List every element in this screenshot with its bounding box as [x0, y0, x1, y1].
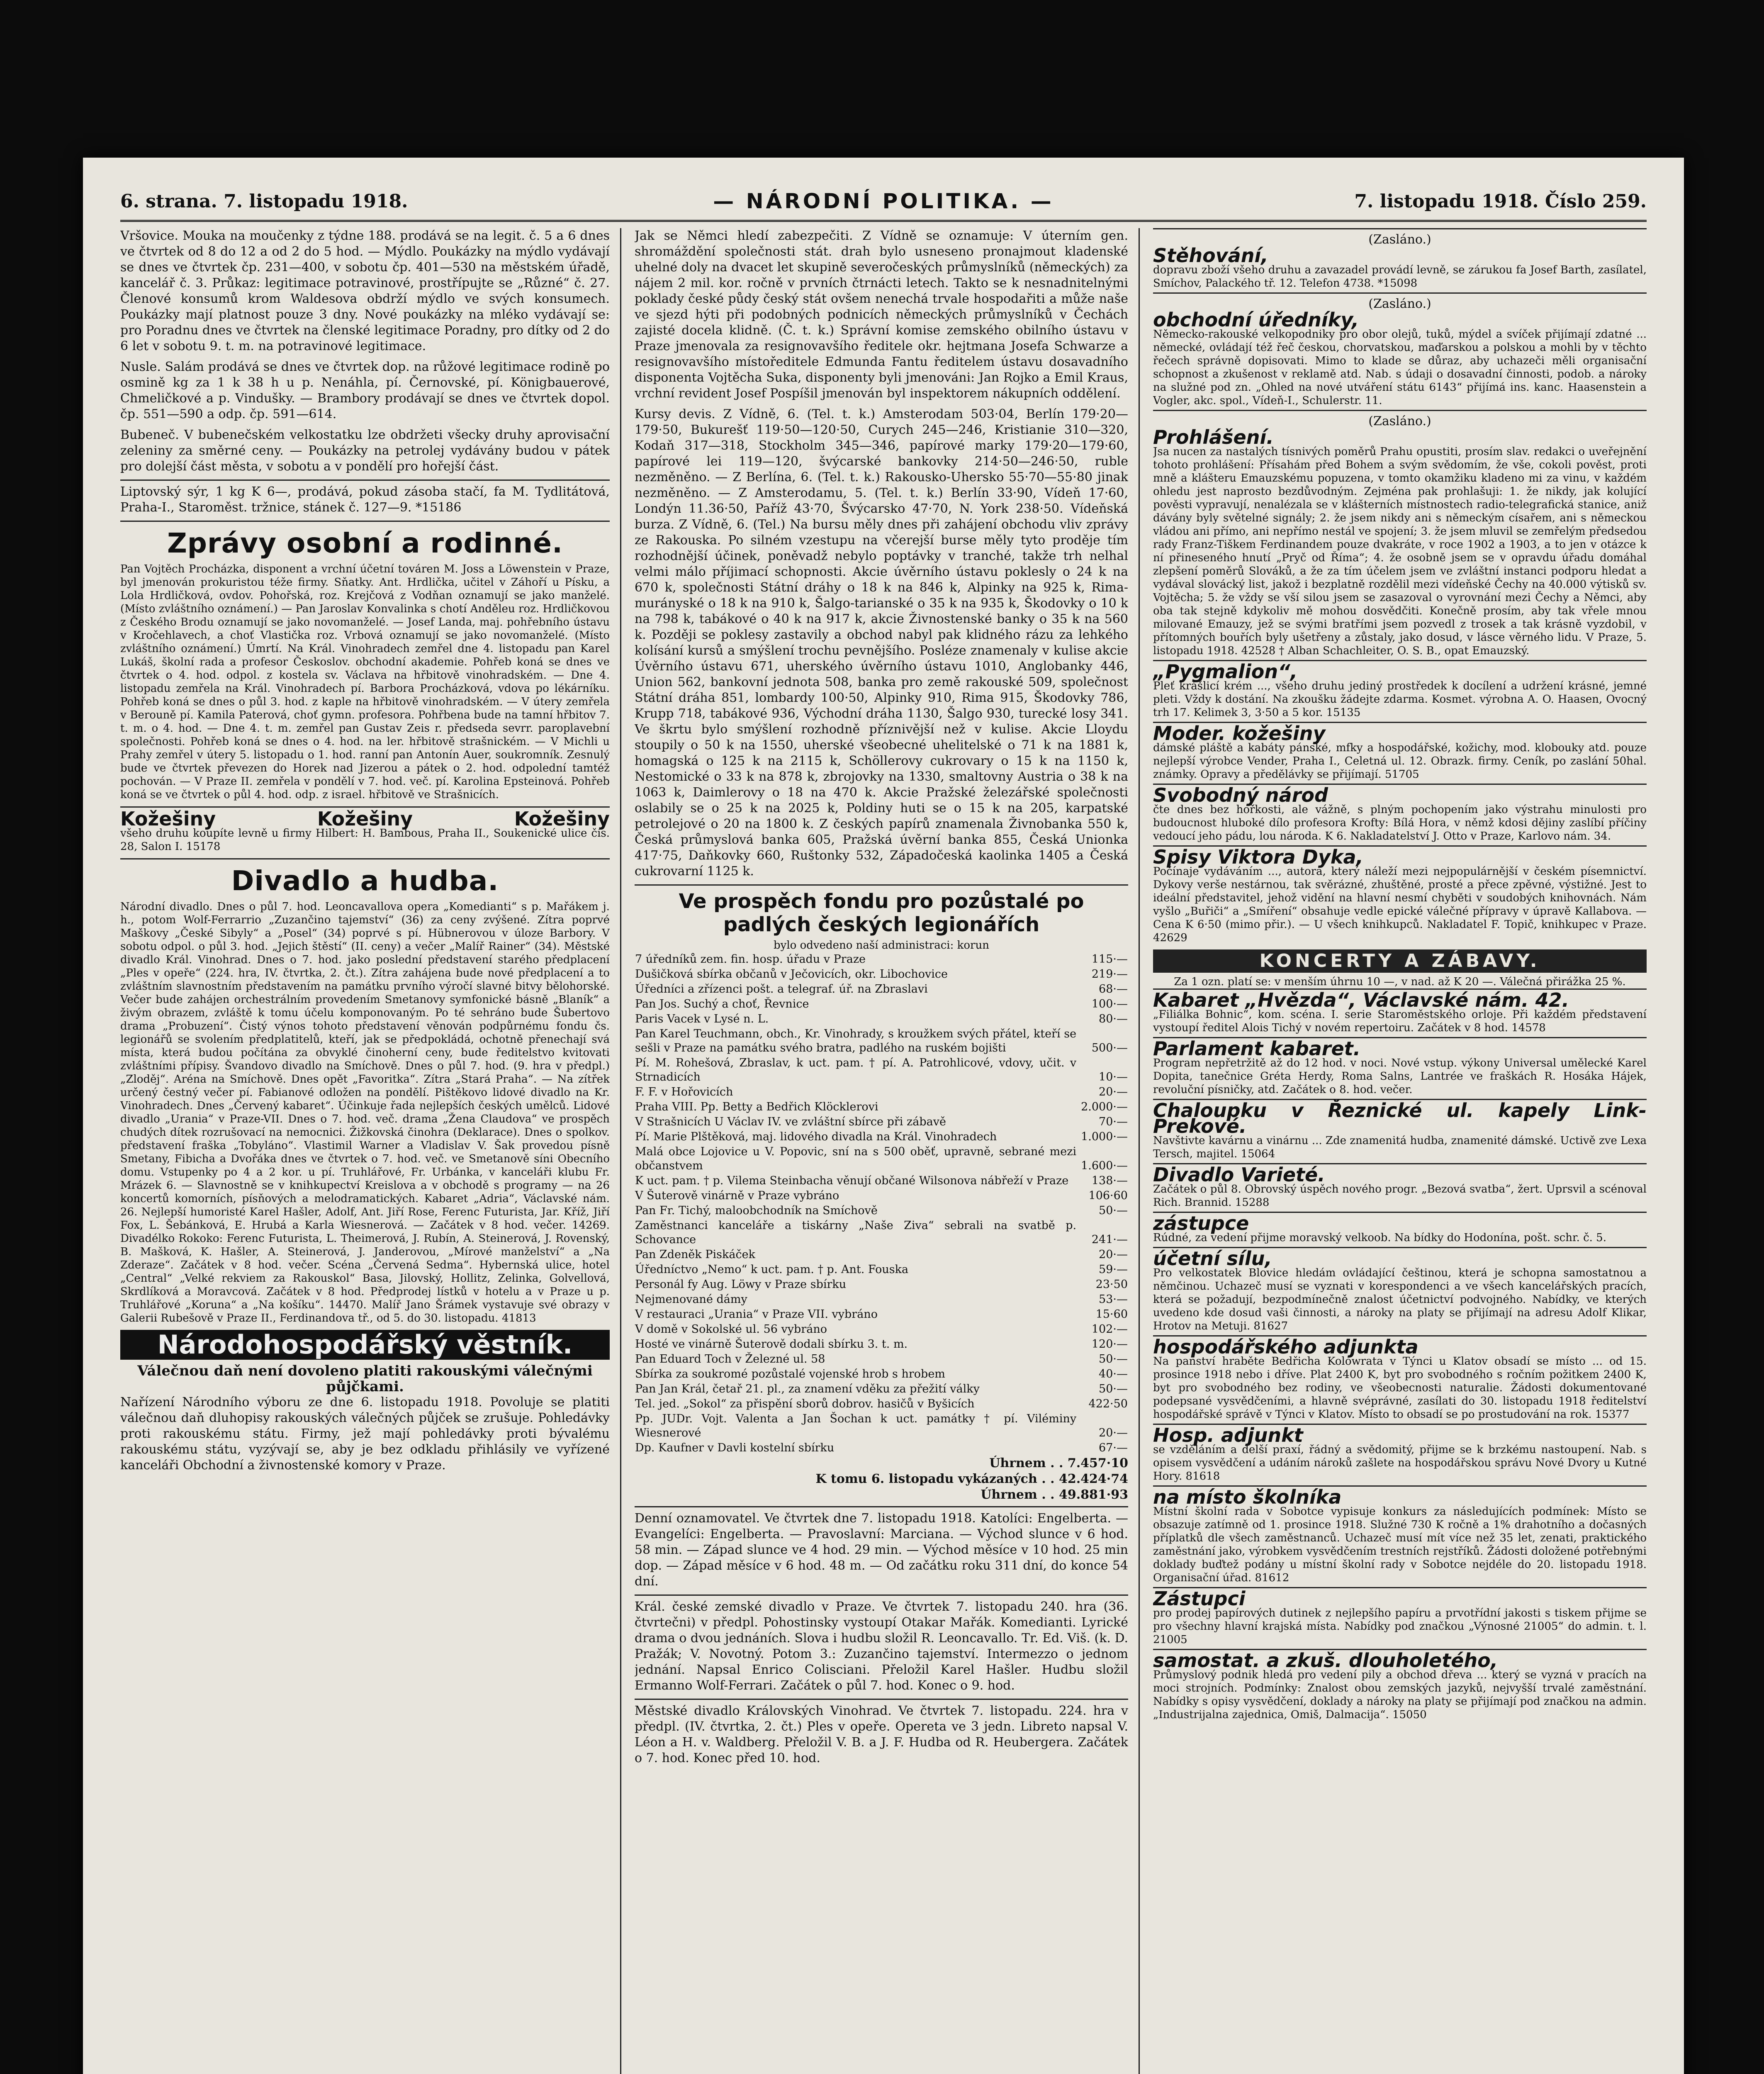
fund-row: [635, 1056, 1128, 1085]
fund-donor: Hosté ve vinárně Šuterově dodali sbírku 3. t. m.: [635, 1338, 908, 1351]
fund-row: [635, 1115, 1128, 1130]
fund-donor: Pí. M. Rohešová, Zbraslav, k uct. pam. † pí. A. Patrohlicové, vdovy, učit. v Strnadicích: [635, 1056, 1077, 1083]
fund-row: [635, 1322, 1128, 1337]
fund-donor: V restauraci „Urania“ v Praze VII. vybráno: [635, 1308, 878, 1321]
advert: [1153, 1335, 1647, 1424]
advert: [1153, 1587, 1647, 1649]
fund-donor: Dušičková sbírka občanů v Ječovicích, okr. Libochovice: [635, 968, 948, 981]
advert-headline: Svobodný národ: [1153, 784, 1328, 806]
newspaper-page: [83, 158, 1684, 2074]
fund-amount: 23·50: [1095, 1278, 1128, 1291]
fund-donor: V domě v Sokolské ul. 56 vybráno: [635, 1323, 827, 1336]
advert-headline: Parlament kabaret.: [1153, 1037, 1361, 1060]
fund-donor: Pan Jan Král, četař 21. pl., za znamení vděku za přežití války: [635, 1383, 980, 1395]
fund-donor: V Šuterově vinárně v Praze vybráno: [635, 1189, 839, 1202]
advert-headline: Zástupci: [1153, 1587, 1246, 1610]
advert-headline: Divadlo Varieté.: [1153, 1164, 1325, 1186]
fund-donor: F. F. v Hořovicích: [635, 1086, 733, 1098]
fund-donor: Zaměstnanci kanceláře a tiskárny „Naše Ziva“ sebrali na svatbě p. Schovance: [635, 1219, 1077, 1246]
fund-donor: Personál fy Aug. Löwy v Praze sbírku: [635, 1278, 847, 1291]
ad-kozesiny-word: Kožešiny: [514, 808, 610, 830]
divider: [635, 1699, 1128, 1700]
fund-amount: 100·—: [1091, 998, 1128, 1010]
fund-row: [635, 1412, 1128, 1441]
advert: [1153, 1649, 1647, 1724]
economy-subtitle: Válečnou daň není dovoleno platiti rakouskými válečnými půjčkami.: [137, 1363, 593, 1395]
advert-kicker: (Zasláno.): [1368, 297, 1431, 311]
advert-kicker: (Zasláno.): [1368, 232, 1431, 247]
advert-text: čte dnes bez hořkosti, ale vážně, s plným pochopením jako výstrahu minulosti pro budoucnost hluboké dílo profesora Krofty: Bílá Hora, v němž kdosi dějiny zaslíbí příčiny vedoucí jeho pádu, lou národa. K 6. Nakladatelství J. Otto v Praze, Karlovo nám. 34.: [1153, 803, 1647, 842]
ad-kozesiny-word: Kožešiny: [317, 808, 413, 830]
divider: [120, 521, 610, 522]
column-rule: [1139, 228, 1140, 2074]
advert-headline: samostat. a zkuš. dlouholetého,: [1153, 1649, 1498, 1672]
advert-headline: obchodní úředníky,: [1153, 309, 1359, 331]
fund-row: [635, 1367, 1128, 1382]
fund-row: [635, 1027, 1128, 1056]
fund-amount: 120·—: [1091, 1338, 1128, 1351]
advert-text: Začátek o půl 8. Obrovský úspěch nového progr. „Bezová svatba“, žert. Uprsvil a scénoval Rich. Brannid. 15288: [1153, 1183, 1647, 1209]
fund-donor: Dp. Kaufner v Davli kostelní sbírku: [635, 1441, 835, 1454]
fund-amount: 241·—: [1091, 1233, 1128, 1246]
advert: [1153, 1212, 1647, 1247]
article-economy: Nařízení Národního výboru ze dne 6. listopadu 1918. Povoluje se platiti válečnou daň dluhopisy rakouských válečných půjček se zrušuje. Pohledávky proti rakouskému státu. Firmy, jež mají pohledávky proti bývalému rakouskému státu, vyzývají se, aby je bez odkladu přihlásily ve vyřízené kanceláři Obchodní a živnostenské komory v Praze.: [120, 1395, 610, 1473]
fund-donor: Tel. jed. „Sokol“ za přispění sborů dobrov. hasičů v Byšicích: [635, 1397, 975, 1410]
advert-headline: Hosp. adjunkt: [1153, 1424, 1303, 1446]
fund-row: [635, 1352, 1128, 1367]
advert: [1153, 845, 1647, 947]
fund-donor: Paris Vacek v Lysé n. L.: [635, 1013, 769, 1025]
fund-amount: 53·—: [1099, 1293, 1128, 1306]
fund-donor: Pan Eduard Toch v Železné ul. 58: [635, 1353, 825, 1366]
fund-donor: Nejmenované dámy: [635, 1293, 747, 1306]
advert-headline: Stěhování,: [1153, 244, 1268, 267]
fund-amount: 20·—: [1099, 1248, 1128, 1261]
fund-donor: V Strašnicích U Václav IV. ve zvláštní sbírce při zábavě: [635, 1115, 946, 1128]
section-title-theatre: Divadlo a hudba.: [231, 865, 499, 897]
advert: [1153, 722, 1647, 784]
column-1: [120, 228, 610, 2074]
fund-amount: 70·—: [1099, 1115, 1128, 1128]
fund-amount: 20·—: [1099, 1086, 1128, 1098]
fund-amount: 1.600·—: [1081, 1159, 1128, 1172]
advert-text: pro prodej papírových dutinek z nejlepšího papíru a prvotřídní jakosti s tiskem přijme se pro všechny hlavní krajská místa. Nabídky pod značkou „Výnosné 21005“ do admin. t. l. 21005: [1153, 1607, 1647, 1646]
fund-donor: Úředníci a zřízenci pošt. a telegraf. úř. na Zbraslavi: [635, 983, 928, 996]
page-header: [120, 187, 1647, 222]
fund-title: Ve prospěch fondu pro pozůstalé po padlých českých legionářích: [679, 890, 1084, 936]
advert: [1153, 660, 1647, 722]
fund-amount: 50·—: [1099, 1204, 1128, 1217]
fund-table: [635, 952, 1128, 1456]
article-daily-notice: Denní oznamovatel. Ve čtvrtek dne 7. listopadu 1918. Katolíci: Engelberta. — Evangelíci: Engelberta. — Pravoslavní: Marciana. — Východ slunce v 6 hod. 58 min. — Západ slunce ve 4 hod. 29 min. — Východ měsíce v 10 hod. 25 min dop. — Západ měsíce v 6 hod. 48 m. — Od začátku roku 311 dní, do konce 54 dní.: [635, 1511, 1128, 1589]
advert: [1153, 292, 1647, 410]
divider: [120, 858, 610, 859]
job-ad-list: [1153, 1212, 1647, 1724]
fund-amount: 500·—: [1091, 1042, 1128, 1054]
divider: [635, 1594, 1128, 1596]
advert-text: Jsa nucen za nastalých tísnivých poměrů Prahu opustiti, prosím slav. redakci o uveřejnění tohoto prohlášení: Přísahám před Bohem a svým svědomím, že vše, cokoli pověst, proti mně a klášteru Emauzskému popuzena, v tomto okamžiku kladeno mi za vinu, v každém ohledu jest naprosto bezdůvodným. Zejména pak prohlašuji: 1. že nikdy, jak kolující pověsti vypravují, nenalézala se v klášterních místnostech radio-telegrafická stanice, aniž dávány byly světelné signály; 2. že jsem nikdy ani s německým císařem, ani s německou vládou ani přímo, ani nepřímo nestál ve spojení; 3. že jsem mluvil se zemřelým předsedou rady Franz-Tiškem Ferdinandem pouze dvakráte, v roce 1902 a 1903, a to jen v otázce k ní přineseného hnutí „Pryč od Říma“; 4. že osobně jsem se v opravdu úřadu domáhal zlepšení poměrů Slováků, a že za tím účelem jsem ve zvláštní instanci podporu hledat a vydával slovácký list, jakož i bezplatně rozdělil mezi vídeňské Čechy na 40.000 výtisků sv. Vojtěcha; 5. že vždy se vší silou jsem se zasazoval o vyrovnání mezi Čechy a Němci, aby oba tak stejně kdykoliv mě mohou dosvědčiti. Konečně prosím, aby tak vřele mnou milované Emauzy, jež se svými bratřími jsem pozvedl z trosek a tak krásně vyzdobil, v přítomných bouřích byly ušetřeny a zůstaly, jako dosud, v lásce věrného lidu. V Praze, 5. listopadu 1918. 42528 † Alban Schachleiter, O. S. B., opat Emauzský.: [1153, 445, 1647, 657]
header-date-left: 6. strana. 7. listopadu 1918.: [120, 191, 408, 212]
fund-donor: Malá obce Lojovice u V. Popovic, sní na s 500 oběť, upravně, sebrané mezi občanstvem: [635, 1145, 1077, 1172]
section-title-concerts: KONCERTY A ZÁBAVY.: [1153, 949, 1647, 973]
fund-amount: 422·50: [1088, 1397, 1128, 1410]
fund-amount: 15·60: [1095, 1308, 1128, 1321]
advert: [1153, 1163, 1647, 1212]
article-vinohrady-theatre: Městské divadlo Královských Vinohrad. Ve čtvrtek 7. listopadu. 224. hra v předpl. (IV. čtvrtka, 2. čt.) Ples v opeře. Opereta ve 3 jedn. Libreto napsal V. Léon a H. v. Waldberg. Přeložil V. B. a J. F. Hudba od R. Heubergera. Začátek o 7. hod. Konec před 10. hod.: [635, 1704, 1128, 1765]
article-bubenec: Bubeneč. V bubenečském velkostatku lze obdržeti všecky druhy aprovisační zeleniny za směrné ceny. — Poukázky na petrolej vydávány budou v pátek pro dolejší část města, v sobotu a v pondělí pro hořejší část.: [120, 428, 610, 474]
advert-headline: Chaloupku v Řeznické ul. kapely Link-Prekové.: [1153, 1099, 1647, 1137]
advert: [1153, 1485, 1647, 1587]
fund-row: [635, 967, 1128, 982]
fund-donor: Pan Zdeněk Piskáček: [635, 1248, 755, 1261]
fund-donor: Úředníctvo „Nemo“ k uct. pam. † p. Ant. Fouska: [635, 1263, 909, 1276]
fund-row: [635, 1307, 1128, 1322]
section-title-personal: Zprávy osobní a rodinné.: [167, 527, 563, 559]
fund-row: [635, 1262, 1128, 1277]
advert-text: se vzděláním a delší praxí, řádný a svědomitý, přijme se k brzkému nastoupení. Nab. s opisem vysvědčení a udáním nároků zašlete na hospodářskou správu Nové Dvory u Kutné Hory. 81618: [1153, 1444, 1647, 1482]
fund-donor: 7 úředníků zem. fin. hosp. úřadu v Praze: [635, 953, 866, 966]
ad-kozesiny-word: Kožešiny: [120, 808, 216, 830]
header-date-right: 7. listopadu 1918. Číslo 259.: [1354, 191, 1647, 212]
advert: [1153, 410, 1647, 660]
fund-amount: 68·—: [1099, 983, 1128, 996]
fund-amount: 219·—: [1091, 968, 1128, 981]
concerts-note: Za 1 ozn. platí se: v menším úhrnu 10 —, v nad. až K 20 —. Válečná přirážka 25 %.: [1174, 976, 1626, 988]
fund-row: [635, 1203, 1128, 1218]
advert-text: Pro velkostatek Blovice hledám ovládající češtinou, která je schopna samostatnou a němčinou. Uchazeč musí se vyznati v korespondenci a ve všech kancelářských pracích, která se požadují, bezpodmínečně znalost účetnictví podvojného. Nabídky, ve kterých uvedeno kde dosud vaši činnosti, a nároky na platy se přijímají na adresu Adolf Klikar, Hrotov na Metuji. 81627: [1153, 1267, 1647, 1332]
advert: [1153, 1099, 1647, 1163]
fund-amount: 1.000·—: [1081, 1130, 1128, 1143]
fund-donor: Pan Karel Teuchmann, obch., Kr. Vinohrady, s kroužkem svých přátel, kteří se sešli v Praze na památku svého bratra, padlého na ruském bojišti: [635, 1027, 1077, 1054]
fund-subtitle: bylo odvedeno naší administraci: korun: [774, 939, 989, 952]
column-rule: [620, 228, 621, 2074]
advert-headline: „Pygmalion“,: [1153, 660, 1298, 683]
article-theatre: Národní divadlo. Dnes o půl 7. hod. Leoncavallova opera „Komedianti“ s p. Mařákem j. h., potom Wolf-Ferrarrio „Zuzančino tajemství“ (36) za ceny zvýšené. Zítra poprvé Maškovy „České Sibyly“ a „Posel“ (34) poprvé s pí. Hübnerovou v úloze Barbory. V sobotu odpol. o půl 3. hod. „Jejich štěstí“ (II. ceny) a večer „Malíř Rainer“ (34). Městské divadlo Král. Vinohrad. Dnes o 7. hod. jako poslední představení starého předplacení „Ples v opeře“ (224. hra, IV. čtvrtka, 2. čt.). Zítra zahájena bude nové předplacení a to zvláštním slavnostním představením na památku prvního výročí slavné bitvy bělohorské. Večer bude zahájen orchestrálním provedením Smetanovy symfonické básně „Blaník“ a živým obrazem, zvláště k tomu účelu komponovaným. Po té sehráno bude Šubertovo drama „Probuzení“. Čistý výnos tohoto představení věnován podpůrnému fondu čs. legionářů se svolením předplatitelů, kteří, jak se předpokládá, ochotně přenechají svá místa, která budou počítána za obvyklé činoherní ceny, bude ředitelstvo kvitovati zvláštními přípisy. Švandovo divadlo na Smíchově. Dnes o půl 7. hod. (9. hra v předpl.) „Zloděj“. Aréna na Smíchově. Dnes opět „Favoritka“. Zítra „Stará Praha“. — Na zítřek určený čestný večer pí. Fabianové odložen na pondělí. Pištěkovo lidové divadlo na Kr. Vinohradech. Dnes „Červený kabaret“. Účinkuje řada nejlepších českých umělců. Lidové divadlo „Urania“ v Praze-VII. Dnes o 7. hod. več. drama „Žena Claudova“ ve prospěch chudých dítek rozrušovací na nemocnici. Žižkovská činohra (Deklarace). Dnes o spolkov. představení fraška „Tobyláno“. Vlastimil Warner a Vladislav V. Šak provedou písně Smetany, Fibicha a Dvořáka dnes ve čtvrtek o 7. hod. več. ve Smetanově síni Obecního domu. Vstupenky po 4 a 2 kor. u pí. Truhlářové, Fr. Urbánka, v kanceláři klubu Fr. Mrázek 6. — Slavnostně se v knihkupectví Kreislova a v obchodě s programy — na 26 koncertů komorních, písňových a melodramatických. Kabaret „Adria“, Václavské nám. 26. Nejlepší humoristé Karel Hašler, Adolf, Ant. Jiří Rose, Ferenc Futurista, Jar. Kříž, Jiří Fox, L. Šebánková, E. Hrubá a Karla Wiesnerová. — Začátek v 8 hod. večer. 14269. Divadélko Rokoko: Ferenc Futurista, L. Theimerová, J. Rubín, A. Steinerová, J. Rovenský, B. Mašková, K. Hašler, A. Steinerová, J. Janderovou, „Mírové manželství“ a „Na Zderaze“. Začátek v 8 hod. večer. Scéna „Červená Sedma“. Hybernská ulice, hotel „Central“ „Velké rekviem za Rakouskol“ Basa, Jilovský, Hollitz, Zelinka, Golvellová, Skrdlíková a Moravcová. Začátek v 8 hod. Předprodej lístků v hotelu a v Praze u p. Truhlářové „Koruna“ a „Na košíku“. 14470. Malíř Jano Šrámek vystavuje své obrazy v Galerii Rubešově v Praze II., Ferdinandova tř., od 5. do 30. listopadu. 41813: [120, 901, 610, 1324]
advert-text: Pleť krášlicí krém ..., všeho druhu jediný prostředek k docílení a udržení krásné, jemné pleti. Vždy k dostání. Na zkoušku žádejte zdarma. Kosmet. výrobna A. O. Haasen, Ovocný trh 17. Kelimek 3, 3·50 a 5 kor. 15135: [1153, 680, 1647, 719]
advert-headline: zástupce: [1153, 1212, 1249, 1234]
fund-row: [635, 1218, 1128, 1247]
fund-row: [635, 1173, 1128, 1188]
masthead-title: — NÁRODNÍ POLITIKA. —: [713, 189, 1054, 213]
fund-row: [635, 1441, 1128, 1456]
advert: [1153, 1037, 1647, 1099]
fund-donor: Sbírka za soukromé pozůstalé vojenské hrob s hrobem: [635, 1368, 945, 1380]
advert: [1153, 228, 1647, 292]
advert-text: Místní školní rada v Sobotce vypisuje konkurs za následujících podmínek: Místo se obsazuje zatímně od 1. prosince 1918. Služné 730 K ročně a 1% drahotního a dočasných příplatků dle všech zaměstnanců. Uchazeč musí mít více než 35 let, zenati, praktického zaměstnání jako, výrobkem vysvědčením trestních rejstříků. Žádosti doložené potřebnými doklady buďtež podány u místní školní rady v Sobotce nejdéle do 20. listopadu 1918. Organisační úřad. 81612: [1153, 1505, 1647, 1584]
fund-amount: 10·—: [1099, 1071, 1128, 1083]
article-nusle: Nusle. Salám prodává se dnes ve čtvrtek dop. na růžové legitimace rodině po osmině kg za 1 k 38 h u p. Nenáhla, pí. Černovské, pí. Königbauerové, Chmeličkové a p. Vindušky. — Brambory prodávají se dnes ve čtvrtek dopol. čp. 551—590 a odp. čp. 591—614.: [120, 360, 610, 421]
ad-kozesiny-text: všeho druhu koupíte levně u firmy Hilbert: H. Bambous, Praha II., Soukenické ulice čís. 28, Salon I. 15178: [120, 827, 610, 853]
advert-list: [1153, 228, 1647, 947]
fund-donor: K uct. pam. † p. Vilema Steinbacha věnují občané Wilsonova nábřeží v Praze: [635, 1174, 1069, 1187]
fund-donor: Pp. JUDr. Vojt. Valenta a Jan Šochan k uct. památky † pí. Viléminy Wiesnerové: [635, 1412, 1077, 1439]
fund-row: [635, 1012, 1128, 1027]
advert-text: Na panství hraběte Bedřicha Kolowrata v Týnci u Klatov obsadí se místo ... od 15. prosince 1918 nebo i dříve. Plat 2400 K, byt pro svobodného s ročním požitkem 2400 K, byt pro svobodného bez rodiny, ve všeobecnosti naturalie. Žádosti dokumentované podepsané vysvědčeními, a hlavně svéprávné, zasílati do 30. listopadu 1918 ředitelství hospodářské správě v Týnci v Klatov. Místo to obsadí se po prostudování na rok. 15377: [1153, 1355, 1647, 1421]
advert-headline: hospodářského adjunkta: [1153, 1336, 1418, 1358]
advert-headline: Prohlášení.: [1153, 426, 1274, 448]
fund-amount: 40·—: [1099, 1368, 1128, 1380]
fund-row: [635, 1292, 1128, 1307]
fund-amount: 138·—: [1091, 1174, 1128, 1187]
article-personal-news: Pan Vojtěch Procházka, disponent a vrchní účetní továren M. Joss a Löwenstein v Praze, byl jmenován prokuristou téže firmy. Sňatky. Ant. Hrdlička, učitel v Záhoří u Písku, a Lola Hrdličková, ovdov. Pohořská, roz. Krejčová z Vodňan oznamují se jako manželé. (Místo zvláštního oznámení.) — Pan Jaroslav Konvalinka s chotí Anděleu roz. Hrdličkovou z Českého Brodu oznamují se jako novomanželé. — Josef Landa, maj. pohřebního ústavu v Kročehlavech, a choť Vlastička roz. Vrbová oznamují se jako novomanželé. (Místo zvláštního oznámení.) Úmrtí. Na Král. Vinohradech zemřel dne 4. listopadu pan Karel Lukáš, školní rada a profesor Českoslov. obchodní akademie. Pohřeb koná se dnes ve čtvrtek o 4. hod. odpol. z kostela sv. Václava na hřbitově vinohradském. — Dne 4. listopadu zemřela na Král. Vinohradech pí. Barbora Procházková, vdova po lékárníku. Pohřeb koná se dnes o půl 3. hod. z kaple na hřbitově vinohradském. — V útery zemřela v Berouně pí. Kamila Paterová, choť gymn. profesora. Pohřbena bude na tamní hřbitov 7. t. m. o 4. hod. — Dne 4. t. m. zemřel pan Gustav Zeis r. předseda sevrr. paroplavební společnosti. Pohřeb koná se dnes o 4. hod. na ler. hřbitově strašnickém. — V Michli u Prahy zemřel v útery 5. listopadu o 1. hod. ranní pan Antonín Auer, soukromník. Zesnulý bude ve čtvrtek převezen do Horek nad Jizerou a pátek o 2. hod. odpolední tamtéž pochován. — V Praze II. zemřela v pondělí v 7. hod. več. pí. Karolina Epsteinová. Pohřeb koná se ve čtvrtek o půl 4. hod. odp. z israel. hřbitově ve Strašnicích.: [120, 563, 610, 801]
fund-donor: Pan Jos. Suchý a choť, Řevnice: [635, 998, 809, 1010]
fund-row: [635, 1247, 1128, 1262]
fund-row: [635, 982, 1128, 997]
fund-row: [635, 1337, 1128, 1352]
ad-kozesiny: [120, 808, 610, 830]
advert-text: dopravu zboží všeho druhu a zavazadel provádí levně, se zárukou fa Josef Barth, zasílatel, Smíchov, Palackého tř. 12. Telefon 4738. *15098: [1153, 264, 1647, 290]
advert-text: Počínaje vydáváním ..., autora, který náleží mezi nejpopulárnější v českém písemnictví. Dykovy verše nestárnou, tak svěrázné, zhuštěné, prosté a přece zpěvné, výstižné. Jest to ideální představitel, jehož vidění na hlavní nesmí chyběti v soudobých knihovnách. Nám vyšlo „Buřiči“ a „Smíření“ obsahuje vedle epické válečné přípravy v úpravě Kallabova. — Cena K 6·50 (mimo přir.). — U všech knihkupců. Nakladatel F. Topič, knihkupec v Praze. 42629: [1153, 865, 1647, 944]
fund-amount: 59·—: [1099, 1263, 1128, 1276]
advert-text: Rúdné, za vedení přijme moravský velkoob. Na bídky do Hodonína, pošt. schr. č. 5.: [1153, 1232, 1606, 1244]
fund-amount: 102·—: [1091, 1323, 1128, 1336]
fund-row: [635, 1100, 1128, 1115]
advert-text: Program nepřetržitě až do 12 hod. v noci. Nové vstup. výkony Universal umělecké Karel Dopita, tanečnice Gréta Herdy, Roma Salns, Lantrée ve fraškách R. Hosáka Hájek, revoluční písničky, atd. Začátek o 8. hod. večer.: [1153, 1057, 1647, 1096]
fund-row: [635, 1397, 1128, 1412]
advert-text: Německo-rakouské velkopodniky pro obor olejů, tuků, mýdel a svíček přijímají zdatné ... německé, ovládají též řeč českou, chorvatskou, maďarskou a polskou a mohli by v těchto řečech správně dopisovati. Mimo to klade se důraz, aby uchazeči měli organisační schopnost a zkušenost v reklamě atd. Nab. s údaji o dosavadní činnosti, podob. a nároky na služné pod zn. „Ohled na nové utváření státu 6143“ přijímá ins. kanc. Haasenstein a Vogler, akc. spol., Vídeň-I., Schulerstr. 11.: [1153, 328, 1647, 407]
advert: [1153, 1424, 1647, 1485]
fund-row: [635, 1277, 1128, 1292]
fund-row: [635, 1382, 1128, 1397]
fund-total-1: Úhrnem . . 7.457·10: [989, 1456, 1128, 1470]
advert-headline: Kabaret „Hvězda“, Václavské nám. 42.: [1153, 989, 1569, 1011]
fund-row: [635, 1130, 1128, 1144]
advert-headline: účetní sílu,: [1153, 1247, 1272, 1270]
advert: [1153, 784, 1647, 845]
fund-row: [635, 1144, 1128, 1173]
fund-row: [635, 952, 1128, 967]
advert-text: „Filiálka Bohnic“, kom. scéna. I. serie Staroměstského orloje. Při každém představení vystoupí ředitel Alois Tichý v novém repertoiru. Začátek v 8 hod. 14578: [1153, 1008, 1647, 1034]
fund-row: [635, 997, 1128, 1012]
fund-donor: Praha VIII. Pp. Betty a Bedřich Klöcklerovi: [635, 1100, 878, 1113]
fund-row: [635, 1188, 1128, 1203]
advert: [1153, 1247, 1647, 1335]
fund-donor: Pí. Marie Plštěková, maj. lidového divadla na Král. Vinohradech: [635, 1130, 997, 1143]
section-title-economy: Národohospodářský věstník.: [120, 1330, 610, 1360]
advert: [1153, 988, 1647, 1037]
article-german-coal: Jak se Němci hledí zabezpečiti. Z Vídně se oznamuje: V úterním gen. shromáždění společnosti stát. drah bylo usneseno pronajmout kladenské uhelné doly na dvacet let skupině severočeských průmyslníků (německých) za nájem 2 mil. kor. ročně v prvních čtrnácti letech. Takto se k nesnadnitelnými poklady české půdy český stát ovšem nenechá trvale hospodařiti a může naše ve sjezd hýti při podobných podnicích německých průmyslníků v Čechách zajisté docela klidně. (Č. t. k.) Správní komise zemského obilního ústavu v Praze jmenovala za resignovavšího ředitele okr. hejtmana Josefa Schwarze a resignovavšího místoředitele Edmunda Fantu ředitelem ústavu dosavadního disponenta Vojtěcha Suka, disponenty byli jmenováni: Jan Rojko a Emil Kraus, vrchní revident Josef Pospíšil jmenován byl inspektorem nákupních oddělení.: [635, 229, 1128, 401]
fund-carry: K tomu 6. listopadu vykázaných . . 42.424·74: [815, 1472, 1128, 1486]
divider: [120, 480, 610, 481]
fund-row: [635, 1085, 1128, 1100]
fund-amount: 106·60: [1088, 1189, 1128, 1202]
ad-liptovsky-syr: Liptovský sýr, 1 kg K 6—, prodává, pokud zásoba stačí, fa M. Tydlitátová, Praha-I., Staroměst. tržnice, stánek č. 127—9. *15186: [120, 484, 610, 515]
fund-amount: 50·—: [1099, 1353, 1128, 1366]
column-3: [1153, 228, 1647, 2074]
divider: [635, 884, 1128, 886]
entertainment-ad-list: [1153, 988, 1647, 1212]
advert-kicker: (Zasláno.): [1368, 414, 1431, 428]
article-national-theatre: Král. české zemské divadlo v Praze. Ve čtvrtek 7. listopadu 240. hra (36. čtvrtečni) v předpl. Pohostinsky vystoupí Otakar Mařák. Komedianti. Lyrické drama o dvou jednáních. Slova i hudbu složil R. Leoncavallo. Tr. Ed. Viš. (k. D. Pražák; V. Novotný. Potom 3.: Zuzančino tajemství. Intermezzo o jednom jednání. Napsal Enrico Colisciani. Přeložil Karel Hašler. Hudbu složil Ermanno Wolf-Ferrari. Začátek o půl 7. hod. Konec o 9. hod.: [635, 1599, 1128, 1693]
advert-headline: na místo školníka: [1153, 1486, 1342, 1508]
fund-amount: 20·—: [1099, 1426, 1128, 1439]
fund-amount: 80·—: [1099, 1013, 1128, 1025]
advert-headline: Moder. kožešiny: [1153, 722, 1326, 745]
fund-amount: 50·—: [1099, 1383, 1128, 1395]
article-exchange-rates: Kursy devis. Z Vídně, 6. (Tel. t. k.) Amsterodam 503·04, Berlín 179·20—179·50, Bukurešť 119·50—120·50, Curych 245—246, Kristianie 310—320, Kodaň 317—318, Stockholm 345—346, papírové marky 179·20—179·60, papírové lei 119—120, švýcarské bankovky 214·50—246·50, ruble nezměněno. — Z Berlína, 6. (Tel. t. k.) Rakousko-Uhersko 55·70—55·80 jinak nezměněno. — Z Amsterodamu, 5. (Tel. t. k.) Berlín 33·90, Vídeň 17·60, Londýn 11.36·50, Paříž 43·70, Švýcarsko 47·70, N. York 238·50. Vídeňská burza. Z Vídně, 6. (Tel.) Na bursu měly dnes při zahájení obchodu vliv zprávy ze Rakouska. Po silném vzestupu na včerejší burse měly tyto proděje tím rozhodnější účinek, poněvadž nebylo poptávky v tranché, takže trh nelhal velmi málo příjimací schopnosti. Akcie úvěrního ústavu poklesly o 24 k na 670 k, společnosti Státní dráhy o 18 k na 846 k, Alpinky na 925 k, Rima-murányské o 18 k na 910 k, Šalgo-tarianské o 35 k na 935 k, Škodovky o 10 k na 798 k, tabákové o 40 k na 917 k, akcie Živnostenské banky o 35 k na 560 k. Později se poklesy zastavily a obchod nabyl pak klidného rázu za lehkého kolísání kursů a smýšlení trochu pevnějšího. Posléze znamenaly v kulise akcie Úvěrního ústavu 671, uherského úvěrního ústavu 1010, Anglobanky 446, Union 562, bankovní jednota 508, banka pro země rakouské 509, společnost Státní dráha 851, lombardy 100·50, Alpinky 910, Rima 915, Škodovky 786, Krupp 718, tabákové 936, Východní dráha 1130, Šalgo 930, turecké losy 341. Ve škrtu bylo smýšlení rozhodně příznivější než v kulise. Akcie Lloydu stoupily o 50 k na 1550, uherské všeobecné uhelitelské o 71 k na 1881 k, homagská o 125 k na 2115 k, Schöllerovy cukrovary o 15 k na 1150 k, Nestomické o 33 k na 878 k, zbrojovky na 1330, smaltovny Austria o 38 k na 1063 k, Daimlerovy o 18 na 470 k. Akcie Pražské železářské společnosti oslabily se o 25 k na 2025 k, Poldiny huti se o 15 k na 205, karpatské petrolejové o 20 na 1800 k. Z českých papírů znamenala Živnobanka 550 k, Česká průmyslová banka 605, Pražská úvěrní banka 855, Česká Unionka 417·75, Daňkovky 660, Ruštonky 532, Západočeská kaolinka 1405 a Česká cukrovarní 1125 k.: [635, 407, 1128, 879]
fund-donor: Pan Fr. Tichý, maloobchodník na Smíchově: [635, 1204, 878, 1217]
fund-total-2: Úhrnem . . 49.881·93: [981, 1487, 1128, 1502]
advert-headline: Spisy Viktora Dyka,: [1153, 846, 1363, 868]
article-vrsovice: Vršovice. Mouka na moučenky z týdne 188. prodává se na legit. č. 5 a 6 dnes ve čtvrtek od 8 do 12 a od 2 do 5 hod. — Mýdlo. Poukázky na mýdlo vydávají se dnes ve čtvrtek čp. 231—400, v sobotu čp. 401—530 na městském úřadě, kancelář č. 3. Průkaz: legitimace potravinové, prostřípujte se „Různé“ č. 27. Členové konsumů krom Waldesova obdrží mýdlo ve svých konsumech. Poukázky mají platnost pouze 3 dny. Nové poukázky na mléko vydávají se: pro Poradnu dnes ve čtvrtek na členské legitimace Poradny, pro dítky od 2 do 6 let v sobotu 9. t. m. na potravinové legitimace.: [120, 229, 610, 353]
fund-amount: 2.000·—: [1081, 1100, 1128, 1113]
advert-text: Průmyslový podnik hledá pro vedení pily a obchod dřeva ... který se vyzná v pracích na moci strojních. Podmínky: Znalost obou zemských jazyků, nejvyšší trvalé zaměstnání. Nabídky s opisy vysvědčení, doklady a nároky na platy se přijímají pod značkou na admin. „Industrijalna zajednica, Omiš, Dalmacija“. 15050: [1153, 1669, 1647, 1721]
fund-amount: 67·—: [1099, 1441, 1128, 1454]
column-2: [635, 228, 1128, 2074]
divider: [635, 1506, 1128, 1507]
fund-amount: 115·—: [1091, 953, 1128, 966]
advert-text: Navštivte kavárnu a vinárnu ... Zde znamenitá hudba, znamenité dámské. Uctivě zve Lexa Tersch, majitel. 15064: [1153, 1134, 1647, 1160]
advert-text: dámské pláště a kabáty pánské, mfky a hospodářské, kožichy, mod. klobouky atd. pouze nejlepší výrobce Vender, Praha I., Celetná ul. 12. Obrazk. firmy. Ceník, po zaslání 50hal. známky. Opravy a předělávky se přijímají. 51705: [1153, 742, 1647, 781]
